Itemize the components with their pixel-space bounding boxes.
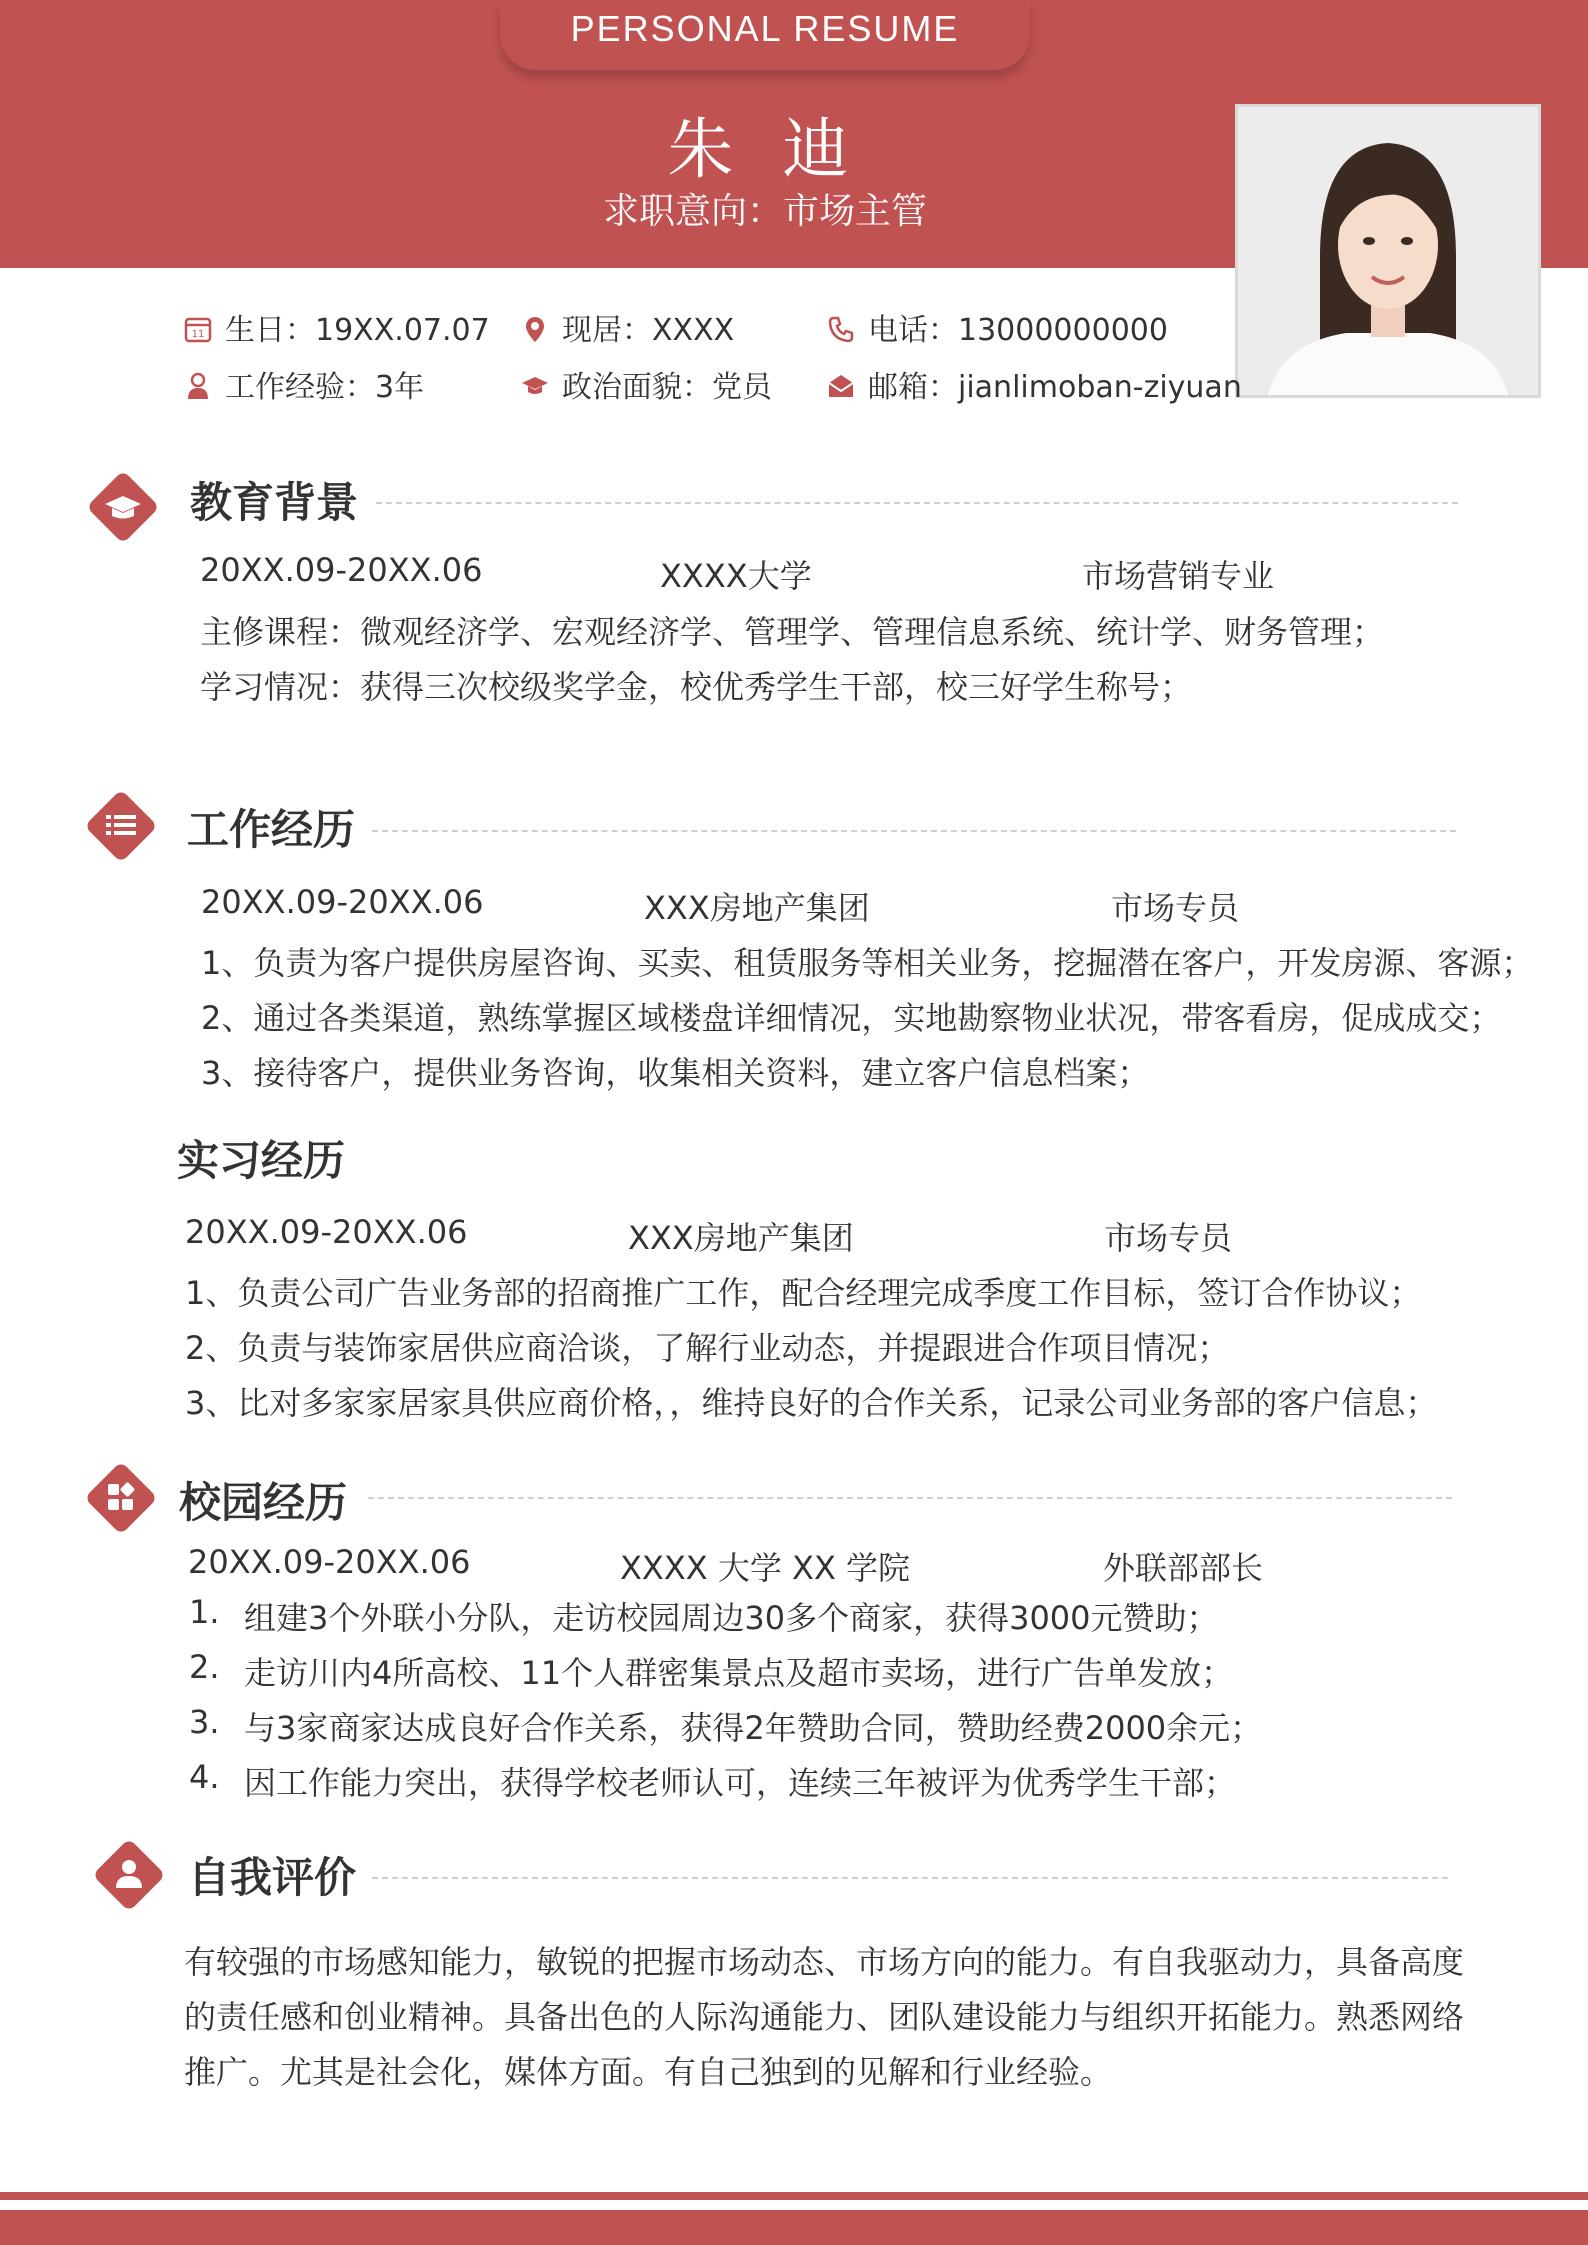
email-text: 邮箱：jianlimoban-ziyuan — [868, 370, 1242, 405]
work-period: 20XX.09-20XX.06 — [201, 883, 484, 921]
phone-info — [826, 305, 1168, 349]
profile-photo — [1235, 104, 1541, 398]
campus-item-text: 走访川内4所高校、11个人群密集景点及超市卖场，进行广告单发放； — [244, 1654, 1234, 1692]
campus-period: 20XX.09-20XX.06 — [188, 1543, 471, 1581]
list-icon — [106, 815, 136, 835]
person-icon — [183, 371, 213, 401]
job-intent: 求职意向：市场主管 — [602, 191, 927, 232]
education-badge — [80, 464, 166, 550]
internship-period: 20XX.09-20XX.06 — [185, 1213, 468, 1251]
self-eval-line: 的责任感和创业精神。具备出色的人际沟通能力、团队建设能力与组织开拓能力。熟悉网络 — [184, 1998, 1465, 2036]
campus-item-number: 1. — [189, 1593, 220, 1631]
self-eval-badge — [86, 1832, 172, 1918]
internship-title: 实习经历 — [177, 1136, 346, 1185]
calendar-icon — [183, 314, 213, 344]
phone-text: 电话：13000000000 — [868, 313, 1168, 348]
work-badge — [78, 783, 164, 869]
internship-duty: 2、负责与装饰家居供应商洽谈，了解行业动态，并提跟进合作项目情况； — [185, 1329, 1230, 1367]
education-major: 市场营销专业 — [1082, 557, 1275, 595]
self-eval-divider — [372, 1877, 1448, 1879]
work-divider — [372, 830, 1456, 832]
campus-divider — [368, 1497, 1452, 1499]
political-info — [520, 362, 772, 406]
work-duty: 1、负责为客户提供房屋咨询、买卖、租赁服务等相关业务，挖掘潜在客户，开发房源、客源； — [201, 944, 1534, 982]
work-company: XXX房地产集团 — [644, 889, 870, 927]
work-role: 市场专员 — [1111, 889, 1240, 927]
campus-item-number: 4. — [189, 1758, 220, 1796]
education-school: XXXX大学 — [660, 557, 812, 595]
resume-tab-title: PERSONAL RESUME — [570, 8, 960, 49]
work-duty: 3、接待客户，提供业务咨询，收集相关资料，建立客户信息档案； — [201, 1054, 1150, 1092]
campus-role: 外联部部长 — [1103, 1549, 1264, 1587]
location-pin-icon — [520, 314, 550, 344]
campus-badge — [78, 1455, 164, 1541]
internship-company: XXX房地产集团 — [628, 1219, 854, 1257]
political-text: 政治面貌：党员 — [562, 370, 772, 405]
campus-title: 校园经历 — [179, 1478, 348, 1527]
self-eval-line: 推广。尤其是社会化，媒体方面。有自己独到的见解和行业经验。 — [184, 2053, 1113, 2091]
residence-text: 现居：XXXX — [562, 313, 735, 348]
internship-duty: 1、负责公司广告业务部的招商推广工作，配合经理完成季度工作目标，签订合作协议； — [185, 1274, 1422, 1312]
campus-item-text: 因工作能力突出，获得学校老师认可，连续三年被评为优秀学生干部； — [244, 1764, 1237, 1802]
internship-role: 市场专员 — [1104, 1219, 1233, 1257]
work-title: 工作经历 — [187, 805, 356, 854]
education-courses: 主修课程：微观经济学、宏观经济学、管理学、管理信息系统、统计学、财务管理； — [200, 613, 1385, 651]
work-duty: 2、通过各类渠道，熟练掌握区域楼盘详细情况，实地勘察物业状况，带客看房，促成成交； — [201, 999, 1502, 1037]
svg-text:11: 11 — [191, 329, 205, 340]
education-period: 20XX.09-20XX.06 — [200, 551, 483, 589]
education-study: 学习情况：获得三次校级奖学金，校优秀学生干部，校三好学生称号； — [200, 668, 1193, 706]
email-info — [826, 362, 1242, 406]
footer-band — [0, 2210, 1588, 2245]
internship-duty: 3、比对多家家居家具供应商价格，，维持良好的合作关系，记录公司业务部的客户信息； — [185, 1384, 1438, 1422]
birthday-text: 生日：19XX.07.07 — [225, 313, 490, 348]
education-divider — [376, 502, 1458, 504]
campus-item-text: 组建3个外联小分队，走访校园周边30多个商家，获得3000元赞助； — [244, 1599, 1219, 1637]
footer-line — [0, 2192, 1588, 2200]
campus-item-number: 2. — [189, 1648, 220, 1686]
campus-item-number: 3. — [189, 1703, 220, 1741]
experience-text: 工作经验：3年 — [225, 370, 425, 405]
self-eval-line: 有较强的市场感知能力，敏锐的把握市场动态、市场方向的能力。有自我驱动力，具备高度 — [184, 1943, 1465, 1981]
birthday-info — [183, 305, 490, 349]
education-title: 教育背景 — [190, 478, 359, 527]
graduation-cap-icon — [520, 371, 550, 401]
phone-icon — [826, 314, 856, 344]
experience-info — [183, 362, 424, 406]
envelope-icon — [826, 371, 856, 401]
self-eval-title: 自我评价 — [188, 1853, 357, 1902]
campus-item-text: 与3家商家达成良好合作关系，获得2年赞助合同，赞助经费2000余元； — [244, 1709, 1263, 1747]
campus-org: XXXX 大学 XX 学院 — [620, 1549, 911, 1587]
residence-info — [520, 305, 734, 349]
candidate-name: 朱 迪 — [667, 111, 863, 188]
